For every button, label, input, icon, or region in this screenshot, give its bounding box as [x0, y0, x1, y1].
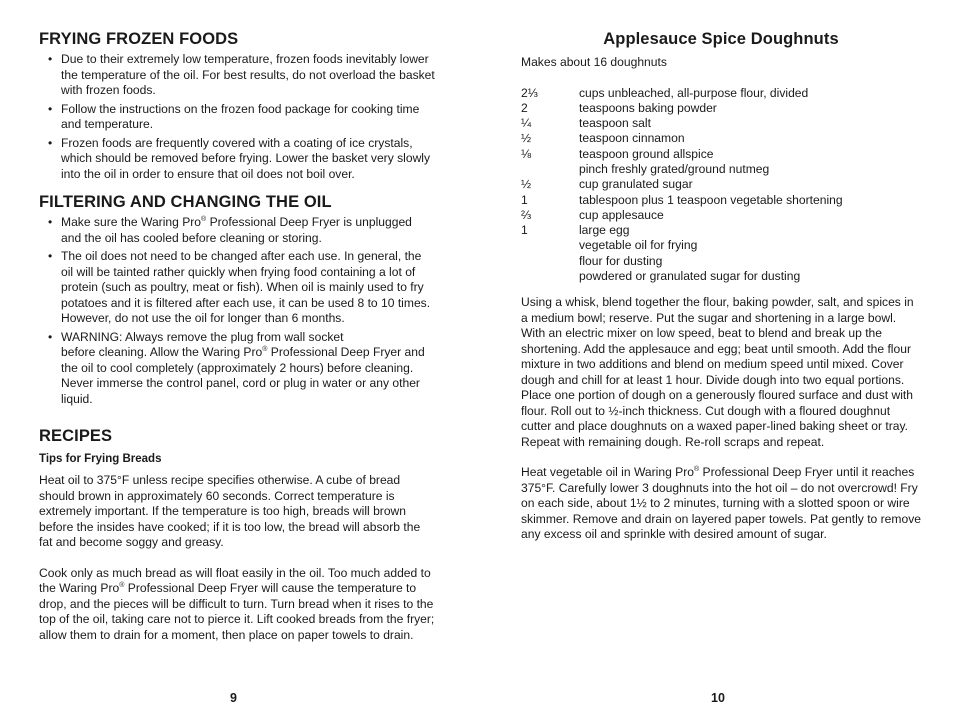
list-item: • Due to their extremely low temperature, frozen foods inevitably lower the temperature of the oil. For best results, do not overload the basket with frozen foods.	[61, 52, 435, 99]
ingredient-qty: ½	[521, 131, 532, 146]
paragraph	[39, 566, 435, 644]
text-run: Professional Deep Fryer and the oil to cool completely (approximately 2 hours) before cleaning. Never immerse the control panel, cord or plug in water or any other liquid.	[61, 345, 425, 406]
text-run: Professional Deep Fryer will cause the temperature to drop, and the pieces will be difficult to turn. Turn bread when it rises to the top of the oil, taking care not to pierce it. Lift cooked breads from the fryer; allow them to drain for a moment, then place on paper towels to drain.	[39, 581, 435, 642]
ingredient-qty	[521, 254, 579, 269]
ingredient-qty	[521, 269, 579, 284]
left-page	[39, 28, 435, 643]
ingredient-qty: 1	[521, 223, 528, 238]
subheading: Tips for Frying Breads	[39, 453, 162, 465]
list-item	[61, 330, 435, 408]
ingredient-row	[521, 101, 843, 116]
ingredient-qty: ⅛	[521, 146, 532, 161]
section-recipes	[39, 425, 435, 643]
method-paragraph	[521, 465, 921, 543]
section-filtering-oil	[39, 191, 435, 407]
registered-mark: ®	[201, 215, 207, 223]
ingredient-qty	[521, 162, 579, 177]
ingredient-row	[521, 269, 843, 284]
registered-mark: ®	[119, 581, 125, 589]
bullet-list	[39, 52, 435, 182]
ingredient-row	[521, 131, 843, 146]
ingredient-row	[521, 193, 843, 208]
text-run: Professional Deep Fryer until it reaches 375°F. Carefully lower 3 doughnuts into the hot oil – do not overcrowd! Fry on each side, about 1½ to 2 minutes, turning with a slotted spoon or wire skimmer. Remove and drain on layered paper towels. Pat gently to remove any excess oil and sprinkle with desired amount of sugar.	[521, 465, 921, 542]
ingredient-item: teaspoon ground allspice	[579, 146, 714, 161]
recipe-title: Applesauce Spice Doughnuts	[603, 30, 839, 48]
section-heading: FRYING FROZEN FOODS	[39, 30, 239, 48]
ingredient-item: powdered or granulated sugar for dusting	[579, 269, 801, 284]
registered-mark: ®	[694, 466, 700, 474]
ingredient-qty: ⅔	[521, 207, 532, 222]
right-page	[521, 28, 921, 543]
ingredient-qty: 2	[521, 100, 528, 115]
list-item	[61, 215, 435, 246]
paragraph: Heat oil to 375°F unless recipe specifies otherwise. A cube of bread should brown in approximately 60 seconds. Correct temperature is extremely important. If the temperature is too high, breads will brown before the insides have cooked; if it is too low, the bread will absorb the fat and become soggy and greasy.	[39, 473, 421, 549]
section-heading: FILTERING AND CHANGING THE OIL	[39, 193, 332, 211]
ingredient-row	[521, 223, 843, 238]
ingredient-item: teaspoon cinnamon	[579, 131, 685, 146]
ingredients-table	[521, 86, 843, 285]
ingredient-item: pinch freshly grated/ground nutmeg	[579, 161, 770, 176]
ingredient-item: teaspoon salt	[579, 116, 651, 131]
ingredient-item: cup applesauce	[579, 207, 664, 222]
ingredient-row	[521, 86, 843, 101]
ingredient-item: cup granulated sugar	[579, 177, 693, 192]
list-item: • Frozen foods are frequently covered with a coating of ice crystals, which should be removed before frying. Lower the basket very slowly into the oil in order to ensure that oil does not boil over.	[61, 136, 435, 183]
ingredient-item: vegetable oil for frying	[579, 238, 698, 253]
ingredient-row	[521, 147, 843, 162]
text-run: Cook only as much bread as will float easily in the oil. Too much added to the Waring Pro	[39, 565, 431, 595]
ingredient-item: tablespoon plus 1 teaspoon vegetable shortening	[579, 192, 843, 207]
text-run: WARNING: Always remove the plug from wall socket	[61, 329, 344, 344]
page-number: 9	[230, 691, 237, 705]
ingredient-row	[521, 254, 843, 269]
list-item: • Follow the instructions on the frozen food package for cooking time and temperature.	[61, 102, 435, 133]
text-run: Professional Deep Fryer is unplugged and the oil has cooled before cleaning or storing.	[61, 215, 412, 245]
ingredient-item: flour for dusting	[579, 253, 663, 268]
page-number: 10	[711, 691, 725, 705]
ingredient-row	[521, 208, 843, 223]
ingredient-qty: 1	[521, 192, 528, 207]
section-frying-frozen-foods	[39, 28, 435, 182]
ingredient-qty: 2⅓	[521, 85, 538, 100]
ingredient-row	[521, 177, 843, 192]
text-run: Make sure the Waring Pro	[61, 215, 202, 229]
ingredient-qty	[521, 238, 579, 253]
section-heading: RECIPES	[39, 427, 113, 445]
ingredient-qty: ½	[521, 177, 532, 192]
ingredient-item: teaspoons baking powder	[579, 100, 717, 115]
recipe-yield: Makes about 16 doughnuts	[521, 55, 667, 69]
bullet-list	[39, 215, 435, 407]
ingredient-item: large egg	[579, 223, 630, 238]
ingredient-row	[521, 162, 843, 177]
ingredient-row	[521, 116, 843, 131]
text-run: before cleaning. Allow the Waring Pro	[61, 345, 263, 359]
ingredient-row	[521, 238, 843, 253]
text-run: Heat vegetable oil in Waring Pro	[521, 465, 694, 480]
registered-mark: ®	[262, 345, 268, 353]
method-paragraph: Using a whisk, blend together the flour, baking powder, salt, and spices in a medium bowl; reserve. Put the sugar and shortening in a large bowl. With an electric mixer on low speed, beat to blend and break up the shortening. Add the applesauce and egg; beat until smooth. Add the flour mixture in two additions and blend on medium speed until mixed. Cover dough and chill for at least 1 hour. Divide dough into two equal portions. Place one portion of dough on a generously floured surface and dust with flour. Roll out to ½-inch thickness. Cut dough with a floured doughnut cutter and place doughnuts on a waxed paper-lined baking sheet or tray. Repeat with remaining dough. Re-roll scraps and repeat.	[521, 295, 914, 449]
ingredient-item: cups unbleached, all-purpose flour, divided	[579, 85, 809, 100]
ingredient-qty: ¼	[521, 116, 532, 131]
list-item: • The oil does not need to be changed after each use. In general, the oil will be tainted rather quickly when frying food containing a lot of protein (such as poultry, meat or fish). When oil is mainly used to fry potatoes and it is filtered after each use, it can be used 8 to 10 times. However, do not use the oil for longer than 6 months.	[61, 249, 435, 327]
